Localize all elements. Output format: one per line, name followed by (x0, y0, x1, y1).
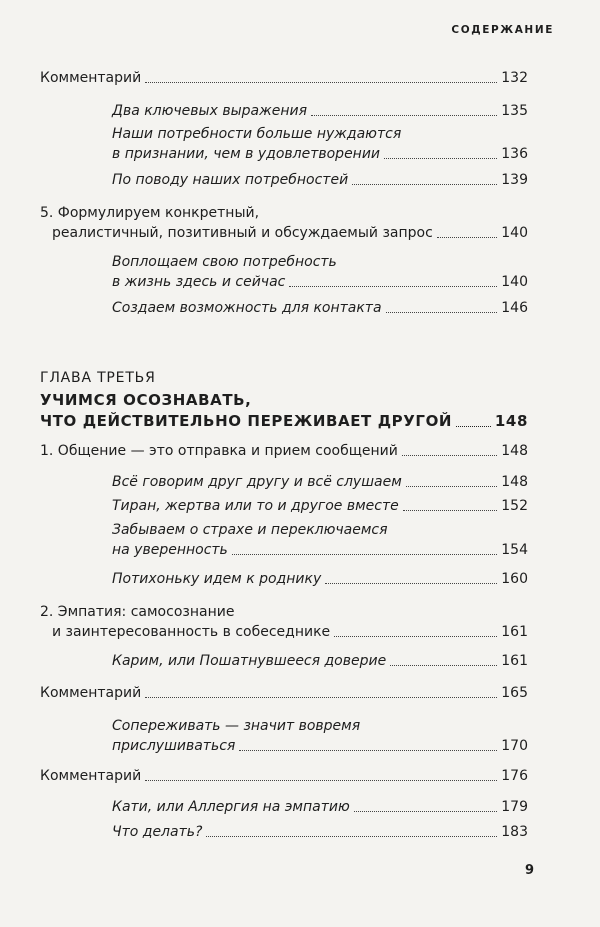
toc-entry-karim[interactable] (0, 651, 600, 671)
toc-page-number: 146 (501, 300, 528, 316)
toc-entry-title: Комментарий (40, 768, 142, 784)
toc-entry-title: 1. Общение — это отправка и прием сообщений (40, 443, 398, 459)
toc-entry-title-line1: Забываем о страхе и переключаемся (112, 522, 388, 538)
toc-page-number: 179 (501, 799, 528, 815)
leader-dots (232, 554, 497, 555)
toc-entry-title: Всё говорим друг другу и всё слушаем (112, 474, 402, 490)
leader-dots (390, 665, 497, 666)
leader-dots (145, 780, 497, 781)
toc-page-number: 140 (501, 274, 528, 290)
leader-dots (437, 237, 497, 238)
toc-page-number: 152 (501, 498, 528, 514)
leader-dots (456, 426, 491, 427)
toc-entry-commentary[interactable] (0, 68, 600, 88)
toc-entry-title-line1: 5. Формулируем конкретный, (40, 205, 260, 221)
toc-entry-title: и заинтересованность в собеседнике (52, 624, 331, 640)
toc-entry-commentary[interactable] (0, 683, 600, 703)
running-header: СОДЕРЖАНИЕ (451, 24, 554, 36)
toc-entry-title: прислушиваться (112, 738, 236, 754)
leader-dots (311, 115, 497, 116)
toc-entry-title: Что делать? (112, 824, 203, 840)
toc-page-number: 161 (501, 653, 528, 669)
toc-entry-say-and-listen[interactable] (0, 472, 600, 492)
toc-entry-title: Кати, или Аллергия на эмпатию (112, 799, 350, 815)
toc-entry-title: Карим, или Пошатнувшееся доверие (112, 653, 387, 669)
leader-dots (325, 583, 497, 584)
chapter-label: ГЛАВА ТРЕТЬЯ (40, 370, 156, 386)
toc-page-number: 183 (501, 824, 528, 840)
toc-page-number: 139 (501, 172, 528, 188)
leader-dots (289, 286, 497, 287)
toc-page-number: 170 (501, 738, 528, 754)
toc-entry-title: Тиран, жертва или то и другое вместе (112, 498, 399, 514)
toc-entry-title-line1: Воплощаем свою потребность (112, 254, 337, 270)
toc-entry-needs-recognition[interactable] (0, 124, 600, 164)
toc-entry-title: Создаем возможность для контакта (112, 300, 382, 316)
toc-entry-kati[interactable] (0, 797, 600, 817)
toc-page-number: 148 (494, 412, 528, 430)
leader-dots (239, 750, 497, 751)
toc-page-number: 135 (501, 103, 528, 119)
leader-dots (145, 697, 497, 698)
toc-entry-create-contact[interactable] (0, 298, 600, 318)
toc-page-number: 160 (501, 571, 528, 587)
toc-entry-section-2[interactable] (0, 602, 600, 642)
chapter-title-line2: ЧТО ДЕЙСТВИТЕЛЬНО ПЕРЕЖИВАЕТ ДРУГОЙ (40, 412, 453, 430)
toc-entry-to-the-spring[interactable] (0, 569, 600, 589)
toc-entry-title: Комментарий (40, 685, 142, 701)
toc-entry-commentary[interactable] (0, 766, 600, 786)
toc-entry-title: на уверенность (112, 542, 228, 558)
toc-page-number: 140 (501, 225, 528, 241)
leader-dots (386, 312, 498, 313)
toc-entry-title-line1: 2. Эмпатия: самосознание (40, 604, 235, 620)
toc-page-number: 161 (501, 624, 528, 640)
toc-entry-tyrant-victim[interactable] (0, 496, 600, 516)
toc-page-number: 165 (501, 685, 528, 701)
leader-dots (334, 636, 497, 637)
toc-entry-title-line1: Наши потребности больше нуждаются (112, 126, 402, 142)
toc-page-number: 176 (501, 768, 528, 784)
toc-entry-what-to-do[interactable] (0, 822, 600, 842)
toc-entry-embody-need[interactable] (0, 252, 600, 292)
toc-page-number: 136 (501, 146, 528, 162)
toc-page-number: 154 (501, 542, 528, 558)
toc-page-number: 148 (501, 443, 528, 459)
toc-page-number: 132 (501, 70, 528, 86)
leader-dots (206, 836, 497, 837)
leader-dots (403, 510, 498, 511)
page-number: 9 (524, 863, 534, 878)
leader-dots (145, 82, 497, 83)
chapter-title-line1: УЧИМСЯ ОСОЗНАВАТЬ, (40, 391, 252, 409)
leader-dots (402, 455, 497, 456)
leader-dots (352, 184, 497, 185)
leader-dots (384, 158, 497, 159)
toc-entry-title: реалистичный, позитивный и обсуждаемый запрос (52, 225, 433, 241)
toc-entry-title: Потихоньку идем к роднику (112, 571, 322, 587)
toc-entry-title: По поводу наших потребностей (112, 172, 349, 188)
toc-entry-section-5[interactable] (0, 203, 600, 243)
toc-entry-about-needs[interactable] (0, 170, 600, 190)
toc-entry-forget-fear[interactable] (0, 520, 600, 560)
toc-entry-section-1[interactable] (0, 441, 600, 461)
chapter-title[interactable] (40, 390, 528, 432)
toc-entry-title: в признании, чем в удовлетворении (112, 146, 381, 162)
leader-dots (406, 486, 498, 487)
toc-entry-two-key-expressions[interactable] (0, 101, 600, 121)
toc-entry-title: Комментарий (40, 70, 142, 86)
leader-dots (354, 811, 497, 812)
toc-page-number: 148 (501, 474, 528, 490)
toc-entry-empathize-listen[interactable] (0, 716, 600, 756)
toc-entry-title: в жизнь здесь и сейчас (112, 274, 286, 290)
toc-entry-title: Два ключевых выражения (112, 103, 308, 119)
toc-entry-title-line1: Сопереживать — значит вовремя (112, 718, 361, 734)
